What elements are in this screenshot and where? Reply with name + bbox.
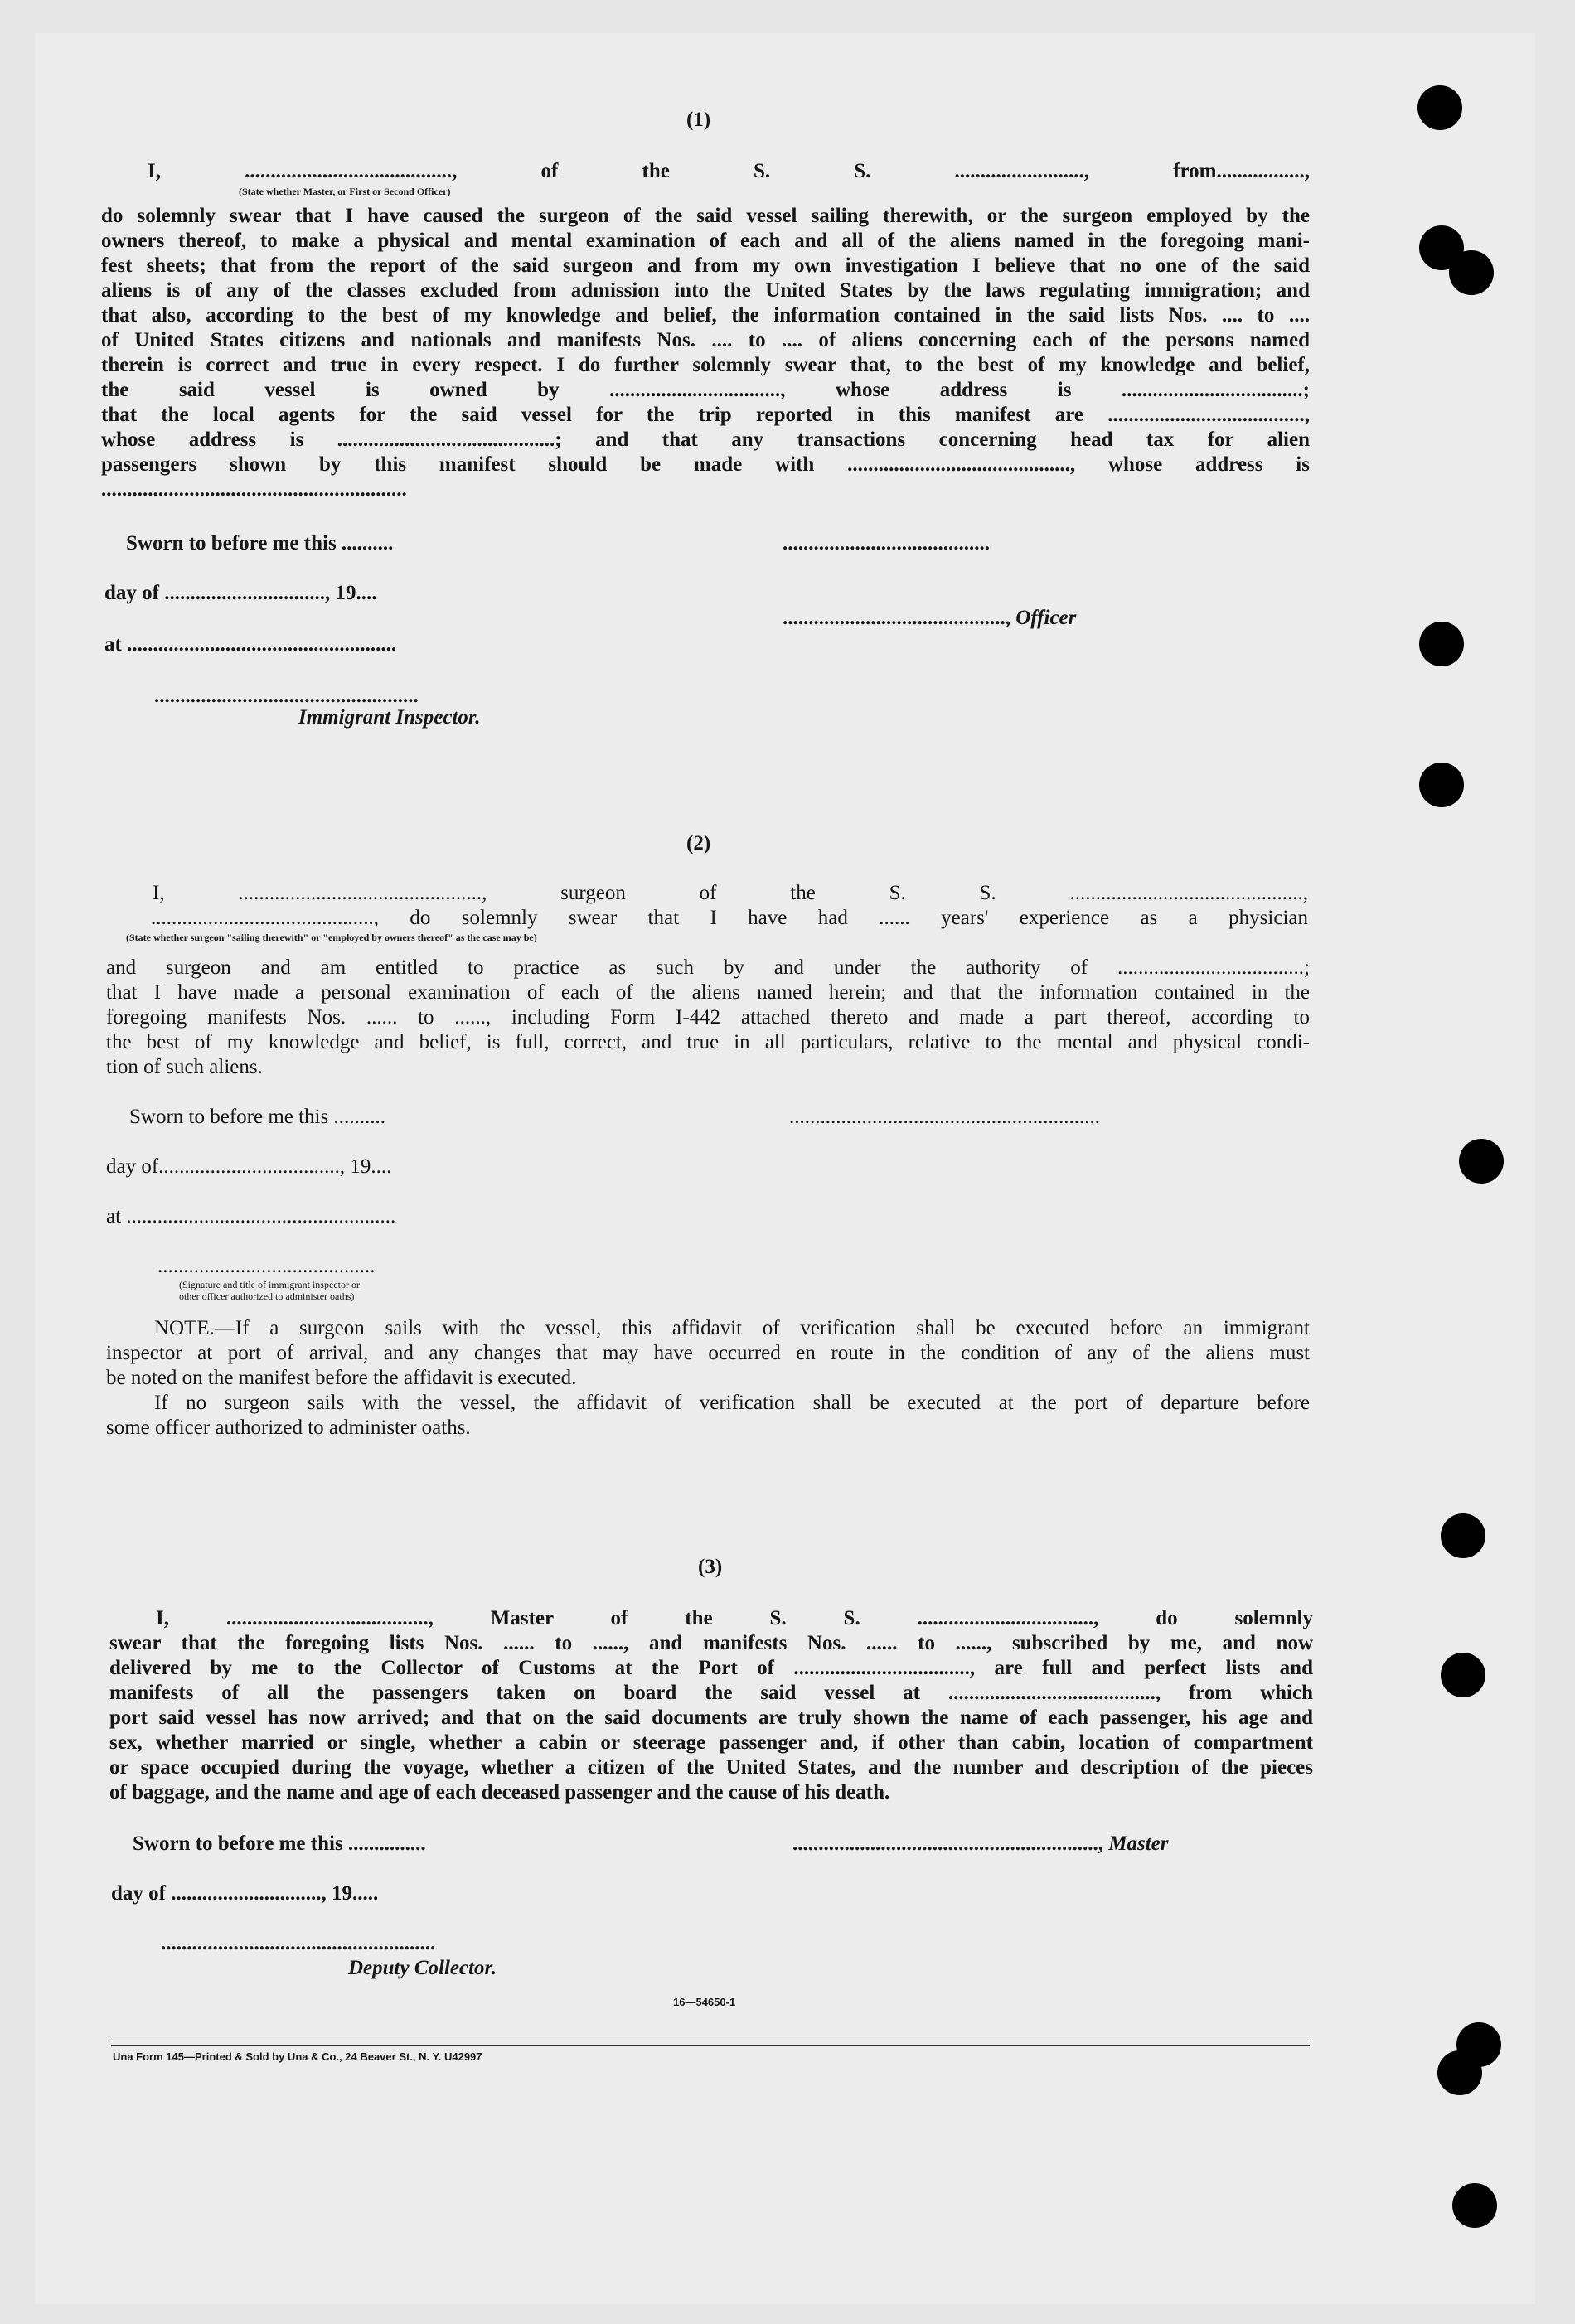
section-2-body-line: that I have made a personal examination of each of the aliens named herein; and that the information contained in the xyxy=(106,981,1310,1004)
section-2-second-line: ..........................................., do solemnly swear that I have had ...... years' experience as a physician xyxy=(151,907,1308,929)
section-2-sig-caption-1: (Signature and title of immigrant inspector or xyxy=(179,1279,360,1290)
section-1-sworn: Sworn to before me this .......... xyxy=(126,532,394,554)
section-3-number: (3) xyxy=(698,1556,723,1578)
section-1-officer-line xyxy=(783,606,1076,631)
section-1-body-line: therein is correct and true in every respect. I do further solemnly swear that, to the best of my knowledge and belief, xyxy=(101,354,1310,376)
section-2-sworn: Sworn to before me this .......... xyxy=(129,1106,385,1128)
punch-hole xyxy=(1449,250,1494,295)
printer-imprint: Una Form 145—Printed & Sold by Una & Co., 24 Beaver St., N. Y. U42997 xyxy=(113,2050,482,2063)
note-line: inspector at port of arrival, and any changes that may have occurred en route in the condition of any of the aliens must xyxy=(106,1342,1310,1364)
section-1-inspector-label: Immigrant Inspector. xyxy=(298,706,481,729)
section-1-rank-caption: (State whether Master, or First or Second Officer) xyxy=(239,186,451,197)
punch-hole xyxy=(1419,622,1464,666)
note2-line: If no surgeon sails with the vessel, the affidavit of verification shall be executed at the port of departure before xyxy=(154,1392,1310,1414)
section-1-signature-line: ........................................ xyxy=(783,532,990,554)
master-dots: ..........................................................., xyxy=(792,1833,1109,1855)
punch-hole xyxy=(1437,2050,1482,2095)
punch-hole xyxy=(1419,763,1464,807)
section-1-body-line: that the local agents for the said vessel for the trip reported in this manifest are ......................................, xyxy=(101,404,1310,426)
section-2-signature-line: ............................................................ xyxy=(789,1106,1100,1128)
section-1-body-line: whose address is ..........................................; and that any transactions concerning head tax for alien xyxy=(101,428,1310,451)
section-3-body-line: or space occupied during the voyage, whether a citizen of the United States, and the number and description of the pieces xyxy=(109,1756,1313,1779)
section-3-body-line: swear that the foregoing lists Nos. ...... to ......, and manifests Nos. ...... to ......, subscribed by me, and now xyxy=(109,1632,1313,1654)
punch-hole xyxy=(1441,1653,1485,1697)
note-last-line: be noted on the manifest before the affidavit is executed. xyxy=(106,1367,577,1389)
section-2-at: at .................................................... xyxy=(106,1205,396,1227)
section-1-at: at .................................................... xyxy=(104,633,397,656)
section-1-body-line: passengers shown by this manifest should be made with ..........................................., whose address is xyxy=(101,453,1310,476)
master-label: Master xyxy=(1108,1833,1169,1855)
section-3-body-line: port said vessel has now arrived; and that on the said documents are truly shown the name of each passenger, his age and xyxy=(109,1707,1313,1729)
section-3-body-line: sex, whether married or single, whether a cabin or steerage passenger and, if other than cabin, location of compartment xyxy=(109,1731,1313,1754)
officer-label: Officer xyxy=(1015,607,1077,629)
punch-hole xyxy=(1418,85,1462,130)
section-2-body-line: the best of my knowledge and belief, is full, correct, and true in all particulars, relative to the mental and physical condi- xyxy=(106,1031,1310,1053)
section-3-master-line xyxy=(792,1832,1168,1857)
punch-hole xyxy=(1459,1139,1504,1184)
footer-rule xyxy=(111,2045,1310,2046)
section-3-body-last-line: of baggage, and the name and age of each deceased passenger and the cause of his death. xyxy=(109,1781,890,1804)
note2-last-line: some officer authorized to administer oaths. xyxy=(106,1416,471,1439)
section-3-body-line: manifests of all the passengers taken on board the said vessel at ........................................, from which xyxy=(109,1682,1313,1704)
section-2-surgeon-caption: (State whether surgeon "sailing therewith" or "employed by owners thereof" as the case may be) xyxy=(126,932,537,943)
section-3-collector-line: ..................................................... xyxy=(161,1932,436,1954)
section-1-body-line: aliens is of any of the classes excluded from admission into the United States by the laws regulating immigration; and xyxy=(101,279,1310,302)
section-1-body-line: do solemnly swear that I have caused the surgeon of the said vessel sailing therewith, or the surgeon employed by the xyxy=(101,205,1310,227)
section-3-body-line: delivered by me to the Collector of Customs at the Port of .................................., are full and perfect lists and xyxy=(109,1657,1313,1679)
section-1-body-line: the said vessel is owned by ................................., whose address is ...................................; xyxy=(101,379,1310,401)
section-3-day: day of ............................., 19..... xyxy=(111,1882,379,1905)
section-1-first-line: I, ........................................, of the S. S. ........................., from................., xyxy=(148,160,1310,182)
form-code: 16—54650-1 xyxy=(673,1996,736,2008)
section-2-inspector-line: .......................................... xyxy=(158,1255,376,1277)
section-3-collector-label: Deputy Collector. xyxy=(348,1957,497,1979)
section-2-number: (2) xyxy=(686,832,711,855)
section-1-body-line: that also, according to the best of my knowledge and belief, the information contained in the said lists Nos. .... to .... xyxy=(101,304,1310,327)
officer-dots: ..........................................., xyxy=(783,607,1016,629)
section-1-day: day of ..............................., 19.... xyxy=(104,582,377,604)
section-3-body-line: I, ......................................., Master of the S. S. .................................., do solemnly xyxy=(156,1607,1313,1629)
section-2-first-line: I, ..............................................., surgeon of the S. S. ............................................., xyxy=(153,882,1308,904)
section-1-body-line: fest sheets; that from the report of the said surgeon and from my own investigation I believe that no one of the said xyxy=(101,254,1310,277)
punch-hole xyxy=(1452,2183,1497,2228)
section-2-body-last-line: tion of such aliens. xyxy=(106,1056,263,1078)
section-1-body-line: of United States citizens and nationals and manifests Nos. .... to .... of aliens concerning each of the persons named xyxy=(101,329,1310,351)
section-2-day: day of..................................., 19.... xyxy=(106,1155,392,1178)
section-1-body-last-line: ........................................................... xyxy=(101,478,407,501)
section-2-sig-caption-2: other officer authorized to administer oaths) xyxy=(179,1290,355,1302)
section-2-body-line: and surgeon and am entitled to practice as such by and under the authority of ....................................; xyxy=(106,956,1310,979)
section-3-sworn: Sworn to before me this ............... xyxy=(133,1833,426,1855)
section-1-inspector-line: ................................................... xyxy=(154,685,419,707)
note-line: NOTE.—If a surgeon sails with the vessel, this affidavit of verification shall be executed before an immigrant xyxy=(154,1317,1310,1339)
section-2-body-line: foregoing manifests Nos. ...... to ......, including Form I-442 attached thereto and made a part thereof, according to xyxy=(106,1006,1310,1029)
section-1-body-line: owners thereof, to make a physical and mental examination of each and all of the aliens named in the foregoing mani- xyxy=(101,230,1310,252)
punch-hole xyxy=(1441,1513,1485,1558)
section-1-number: (1) xyxy=(686,109,711,131)
